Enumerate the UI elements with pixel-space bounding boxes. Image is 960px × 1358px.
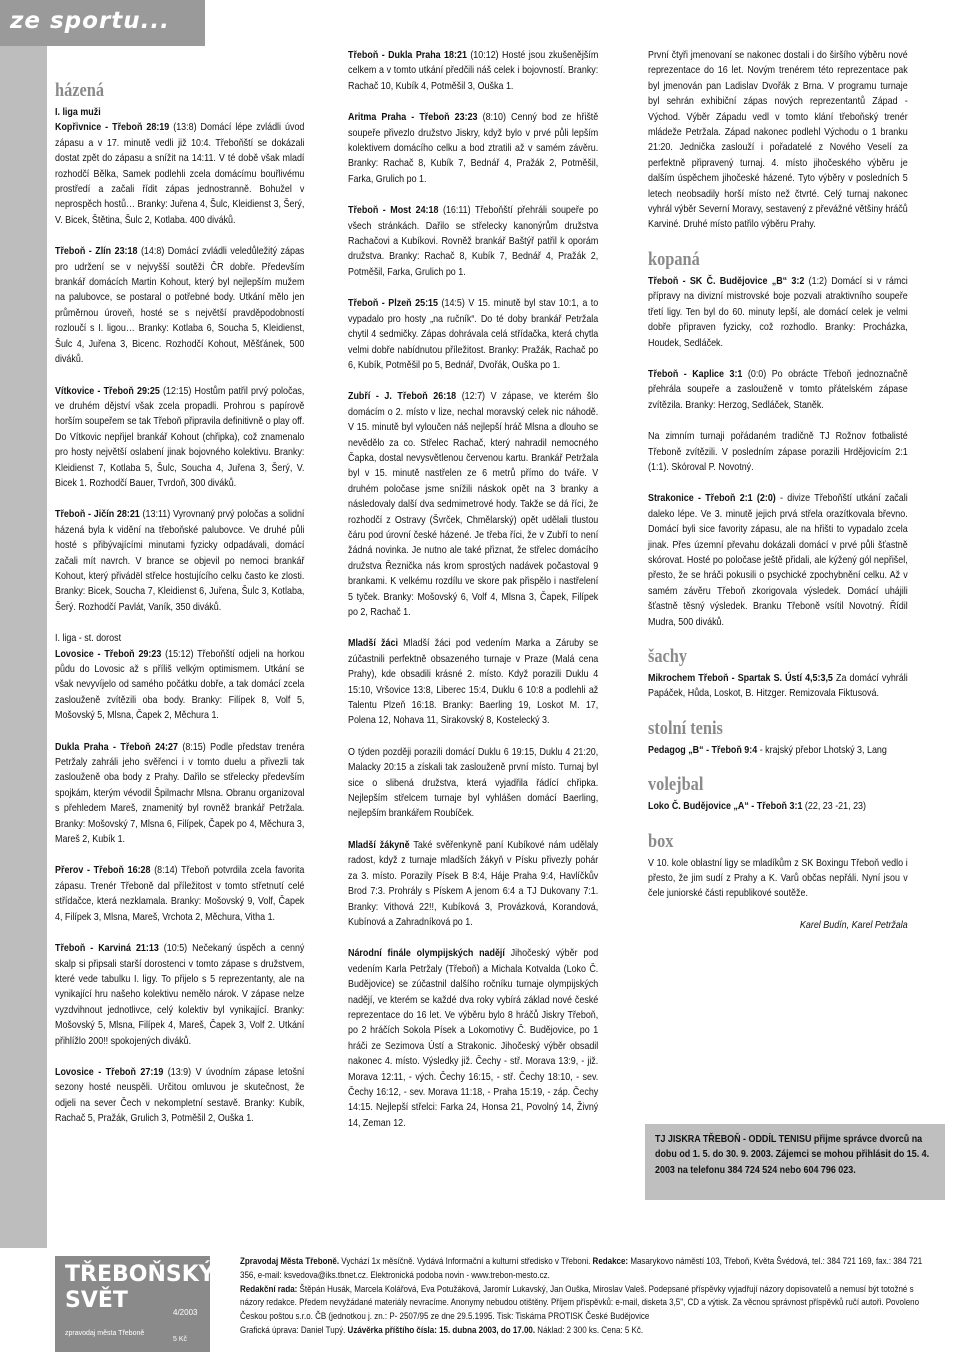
section-heading: stolní tenis <box>648 717 723 739</box>
author-signature: Karel Budín, Karel Petržala <box>799 919 908 931</box>
article-text: (8:10) Cenný bod ze hřiště soupeře přivezlo družstvo Jiskry, když bylo v prvé půli lepším kolektivem domácího celku a bod ztratili až v samém závěru. Branky: Rachač 8, Kubík 7, Bednář 4, Pražák 2, Potměšil, Farka, Grulich po 1. <box>348 112 599 185</box>
article-text: Jihočeský výběr pod vedením Karla Petržaly (Třeboň) a Michala Kotvalda (Loko Č. Budějovice) se zúčastnil dalšího ročníku turnaje olympijských nadějí, ve kterém se každé dva roky vybírá základ nové české reprezentace do 16 let. Ve výběru bylo 8 hráčů Jiskry Třeboň, po 2 hráčích Sokola Písek a Lokomotivy Č. Budějovice, po 1 hráči ze Sezimova Ústí a Strakonic. Jihočeský výběr obsadil nakonec 4. místo. Výsledky již. Čechy - stř. Morava 13:9, - již. Morava 12:11, - vých. Čechy 16:15, - stř. Čechy 18:10, - sev. Čechy 16:12, - sev. Morava 11:18, - Praha 15:19, - záp. Čechy 14:15. Nejlepší střelci: Farka 24, Honsa 21, Povolný 14, Živný 14, Zeman 12. <box>348 948 599 1129</box>
article-paragraph <box>348 389 598 620</box>
article-text: Také svěřenkyně paní Kubíkové nám udělaly radost, když z turnaje mladších žákyň v Písku přivezly pohár za 3. místo. Porazily Písek B 8:4, Háje Praha 9:4, Havlíčkův Brod 7:3. Prohrály s Pískem A jenom 6:4 a TJ Dukovany 7:1. Branky: Vithová 22!!, Kubíková 3, Provázková, Korandová, Kubínová a Zahradníková po 1. <box>348 839 599 928</box>
footer-bold-1: Zpravodaj Města Třeboně. <box>240 1256 340 1266</box>
article-text: (10:5) Nečekaný úspěch a cenný skalp si připsali starší dorostenci v tomto zápase s družstvem, které vede tabulku I. ligy. To přijelo s 5 reprezentanty, ale na vynikající hru našeho kolektivu nemělo nárok. V zápase nelze vyzdvihnout jednotlivce, celý kolektiv byl vynikající. Branky: Mošovský 5, Mlsna, Filípek 4, Mareš, Čapek 3, Volf 2. Utkání přihlížlo 200!! spokojených diváků. <box>55 943 305 1047</box>
article-paragraph <box>348 296 598 373</box>
footer-imprint <box>240 1255 938 1338</box>
article-paragraph <box>648 743 908 758</box>
match-headline: Mladší žáci <box>348 638 398 650</box>
article-paragraph <box>55 863 304 925</box>
section-heading: kopaná <box>648 248 700 270</box>
footer-bold-4: Uzávěrka příštího čísla: 15. dubna 2003, do 17.00. <box>347 1324 536 1335</box>
footer-text-2: Masarykovo náměstí 103, Třeboň, Květa Švédová, tel.: 384 721 169, fax.: 384 721 356, e-mail: ksvedova@iks.tbnet.cz. Elektronická podoba novin - www.trebon-mesto.cz. <box>240 1256 923 1280</box>
article-text: O týden později porazili domácí Duklu 6 19:15, Duklu 4 21:20, Malacky 20:15 a získali tak zaslouženě první místo. Turnaj byl sice o slibená družstva, která vyjadřila řádící chřipka. Nejlepším střelcem turnaje byl vyhlášen domácí Baerling, nejlepším brankářem Roubíček. <box>348 746 599 820</box>
article-paragraph <box>55 244 304 367</box>
footer-text-4: Grafická úprava: Daniel Tupý. <box>240 1324 348 1335</box>
article-paragraph <box>55 941 304 1049</box>
match-headline: Dukla Praha - Třeboň 24:27 <box>55 741 178 753</box>
article-paragraph <box>55 105 304 228</box>
article-paragraph <box>648 48 908 233</box>
logo-issue: 4/2003 <box>173 1308 198 1317</box>
match-headline: Loko Č. Budějovice „A“ - Třeboň 3:1 <box>648 801 803 813</box>
match-headline: Třeboň - Karviná 21:13 <box>55 943 159 955</box>
article-paragraph <box>648 429 908 475</box>
section-heading: házená <box>55 80 105 101</box>
header-bar <box>0 0 205 46</box>
match-headline: Mikrochem Třeboň - Spartak S. Ústí 4,5:3,5 <box>648 673 833 684</box>
footer-bold-3: Redakční rada: <box>240 1283 298 1294</box>
article-paragraph <box>348 203 598 280</box>
article-text: (10:12) Hosté jsou zkušenějším celkem a v tomto utkání předčili náš celek i bojovností. Branky: Rachač 10, Kubík 4, Potměšil 3, Ouška 1. <box>348 50 599 92</box>
article-text: - krajský přebor Lhotský 3, Lang <box>757 744 887 756</box>
match-headline: Lovosice - Třeboň 29:23 <box>55 648 162 660</box>
column-3 <box>648 48 908 933</box>
article-text: (12:7) V zápase, ve kterém šlo domácím o 2. místo v lize, nechal moravský celek nic náhodě. V 15. minutě byl vyloučen náš nejlepší hráč Mlsna a dlouho se nevědělo za co. Střelec Rachač, který nahradil nemocného Čapka, dostal nevysvětlenou červenou kartu. Brankář Petržala byl v 15. minutě nastřelen ze 6 metrů přímo do tváře. V druhém poločase jsme snížili náskok opět na 3 branky a následovaly další dva sedmimetrové hody. Takže se dá říci, že rozhodčí z Ostravy (Švrček, Chmělarský) opět udělali tlustou čáru pod úrovní české házené. Je třeba říci, že v Zubří to není žádná novinka. Je nutno ale také přiznat, že střelec domácího družstva Řeznička nás krom sprostých nadávek počastoval 9 brankami. K velkému rozdílu ve skore pak přispělo i nastřelení 5 tyček. Branky: Mošovský 6, Volf 4, Mlsna 3, Čapek, Filípek po 2, Rachač 1. <box>348 391 599 618</box>
match-headline: Aritma Praha - Třeboň 23:23 <box>348 112 478 124</box>
section-heading: šachy <box>648 646 688 667</box>
article-text: (14:8) Domácí zvládli veledůležitý zápas pro udržení se v nejvyšší soutěži ČR dobře. Především brankář domácích Martin Kohout, který byl nejlepším mužem na palubovce, se postaral o potřebné body. Utkání mělo jen průměrnou úroveň, hosté se s největší pravděpodobností rozloučí s I. ligou… Branky: Kotlaba 6, Soucha 5, Kleidienst, Šulc 4, Juřena 3, Bicenc. Rozhodčí Kohout, Měšťánek, 500 diváků. <box>55 246 305 366</box>
match-headline: Národní finále olympijských nadějí <box>348 948 505 960</box>
newspaper-logo <box>55 1256 215 1352</box>
match-headline: Mladší žákyně <box>348 839 410 851</box>
match-headline: Pedagog „B“ - Třeboň 9:4 <box>648 744 758 756</box>
footer-text-3: Štěpán Husák, Marcela Kolářová, Eva Potužáková, Jaromír Lukavský, Jan Ouška, Miroslav Valeš. Podepsané příspěvky vyjadřují názory dopisovatelů a nemusí být totožné s názory redakce. Předem nevyžádané materiály nevracíme. Anonymy nebudou otištěny. Příjem příspěvků: e-mail, disketa 3,5", CD a výtisk. Za věcnou správnost příspěvků ručí autoři. Povoleno Českou poštou s.r.o. ČB (jednotkou j. zn.: P- 2507/95 ze dne 29.5.1995. Tisk: Tiskárna PROTISK České Budějovice <box>240 1283 920 1322</box>
logo-price: 5 Kč <box>173 1336 188 1343</box>
match-headline: Třeboň - SK Č. Budějovice „B“ 3:2 <box>648 275 805 287</box>
article-text: (14:5) V 15. minutě byl stav 10:1, a to vypadalo pro hosty „na ručník“. Do té doby brankář Petržala chytil 4 sedmičky. Zápas dohrávala celá střídačka, která chytla velmi dobře nabídnutou příležitost. Branky: Pražák, Rachač po 6, Kubík, Potměšil po 5, Bednář, Dvořák, Ouška po 1. <box>348 298 599 371</box>
match-headline: Třeboň - Dukla Praha 18:21 <box>348 50 467 61</box>
article-paragraph <box>55 384 304 492</box>
match-headline: Vítkovice - Třeboň 29:25 <box>55 385 160 397</box>
article-text: (15:12) Třeboňští odjeli na horkou půdu do Lovosic až s příliš velkým optimismem. Utkání se však nevyvíjelo od samého počátku dobře, a tak domácí zcela zaslouženě zvítězili oba body. Branky: Filípek 8, Volf 5, Mošovský 5, Mlsna, Čapek 2, Měchura 1. <box>55 648 305 722</box>
article-paragraph <box>348 636 598 728</box>
article-text: Na zimním turnaji pořádaném tradičně TJ Rožnov fotbalisté Třeboně zvítězili. V posledním zápase porazili Hrdějovicím 2:1 (1:1). Skóroval P. Novotný. <box>648 431 908 473</box>
section-heading: volejbal <box>648 774 704 796</box>
match-headline: Třeboň - Zlín 23:18 <box>55 246 138 258</box>
article-text: (16:11) Třeboňští přehráli soupeře po všech stránkách. Dařilo se střelecky kanonýrům družstva Rachačovi a Kubíkovi. Rovněž brankář Baštýř patřil k oporám družstva. Branky: Rachač 8, Kubík 7, Bednář 4, Pražák 2, Potměšil, Farka, Grulich po 1. <box>348 205 599 278</box>
article-paragraph <box>55 740 304 848</box>
article-text: (13:11) Vyrovnaný prvý poločas a solidní házená byla k vidění na třeboňské palubovce. Ve druhé půli hosté s přibývajícími minutami fyzicky odpadávali, domácí začali mít navrch. V brance se objevil po nemoci brankář Kohout, který přivádël střelce hostujícího celku často ke zlosti. Branky: Bicek, Soucha 7, Kleidienst 6, Juřena, Šulc 3, Kotlaba, Šerý. Rozhodčí Pavlát, Vaník, 350 diváků. <box>55 509 305 613</box>
logo-line1: TŘEBOŇSKÝ <box>65 1262 215 1287</box>
article-paragraph <box>648 671 908 702</box>
match-headline: Kopřivnice - Třeboň 28:19 <box>55 122 170 134</box>
article-paragraph <box>55 1065 304 1127</box>
notice-text: TJ JISKRA TŘEBOŇ - ODDÍL TENISU přijme správce dvorců na dobu od 1. 5. do 30. 9. 2003. Zájemci se mohou přihlásit do 15. 4. 2003 na telefonu 384 724 524 nebo 604 796 023. <box>655 1134 930 1176</box>
match-headline: Třeboň - Most 24:18 <box>348 205 439 217</box>
article-text: Mladší žáci pod vedením Marka a Záruby se zúčastnili perfektně obsazeného turnaje v Praze (Malá cena Prahy), kde obsadili krásné 2. místo. Když porazili Duklu 4 15:10, Vršovice 13:8, Liberec 15:4, Duklu 6 10:8 a podlehli až Talentu Plzeň 16:18. Branky: Baerling 19, Loskot M. 17, Polena 12, Nohava 11, Sirakovský 8, Kostelecký 3. <box>348 638 599 727</box>
article-text: První čtyři jmenovaní se nakonec dostali i do širšího výběru nové reprezentace do 16 let. Novým trenérem této reprezentace pak byl jmenován pan Ladislav Dvořák z Brna. V programu turnaje byl sehrán exhibiční zápas nových reprezentantů Západ - Východ. Výběr Západu vedl v tomto klání třeboňský trenér mládeže Petržala. Západ nakonec podlehl Východu o 1 branku 21:20. Jednička zaslouží i pořadatelé z Nového Veselí za perfektně připravený turnaj. 4. místo jihočeského výběru je dalším úspěchem jihočeské házené. Tyto výběry v posledních 5 letech neobsadily horší místo než čtvrté. Celý turnaj nakonec vyhrál výběr Severní Moravy, sestavený z převážné většiny hráčů Karviné. Druhé místo patřilo výběru Prahy. <box>648 50 908 231</box>
match-headline: Třeboň - Jičín 28:21 <box>55 509 140 521</box>
column-2 <box>348 48 598 1147</box>
article-text: (13:9) V úvodním zápase letošní sezony hosté neuspěli. Určitou omluvou je skutečnost, že odjeli na sever Čech v nekompletní sestavě. Branky: Kubík, Rachač 5, Pražák, Grulich 3, Potměšil 2, Ouška 1. <box>55 1066 305 1125</box>
footer-text-5: Náklad: 2 300 ks. Cena: 5 Kč. <box>535 1324 644 1335</box>
article-paragraph <box>648 856 908 902</box>
article-paragraph <box>348 838 598 930</box>
article-text: (8:15) Podle představ trenéra Petržaly zahráli jeho svěřenci i v tomto duelu a přivezli tak zaslouženě oba body z Prahy. Dařilo se střelecky především spojkám, kterým vévodil Špilmachr Mlsna. Obranu organizoval s přehledem Mareš, znamenitý byl rovněž brankář Petržala. Branky: Mošovský 7, Mlsna 6, Filípek, Čapek po 4, Měchura 3, Mareš 2, Kubík 1. <box>55 741 305 846</box>
article-paragraph <box>648 491 908 630</box>
article-paragraph <box>348 110 598 187</box>
article-paragraph <box>348 745 598 822</box>
match-headline: I. liga muži <box>55 107 101 118</box>
match-headline: Zubří - J. Třeboň 26:18 <box>348 391 457 403</box>
section-heading: box <box>648 830 674 852</box>
article-text: (13:8) Domácí lépe zvládli úvod zápasu a v 17. minutě vedli již 10:4. Třeboňští se dokázali dostat zpět do zápasu a snížit na 14:11. V té době však mladí rozhodčí Bělka, Samek podlehli zcela domácímu bouřlivému prostředí a začali řídit zápas jednostranně. Bohužel v neprospěch hostů… Branky: Juřena 4, Šulc, Kleidienst 3, Šerý, V. Bicek, Štětina, Šulc 2, Kotlaba. 400 diváků. <box>55 122 305 226</box>
article-paragraph <box>648 367 908 413</box>
section-title: ze sportu... <box>10 8 170 34</box>
match-headline: Strakonice - Třeboň 2:1 (2:0) <box>648 493 776 505</box>
match-headline: Třeboň - Kaplice 3:1 <box>648 368 743 380</box>
article-paragraph <box>348 946 598 1131</box>
article-text: (0:0) Po obrácte Třeboň jednoznačně přehrála soupeře a zaslouženě v tomto přátelském zápase zvítězila. Branky: Herzog, Sedláček, Staněk. <box>648 368 908 411</box>
match-headline: Třeboň - Plzeň 25:15 <box>348 298 438 310</box>
column-1 <box>55 80 304 1143</box>
article-text: - divize Třeboňští utkání začali daleko lépe. Ve 3. minutě jejich prvá střela orazítkovala břevno. Domácí byli sice favority zápasu, ale na hřišti to vypadalo zcela jinak. Přes územní převahu dokázali domácí v prvé půli šťastně skórovat. Hosté po poločase ještě přidali, ale kýžený gól nepřišel, přesto, že se hráči pokusili o psychické zpochybnění celku. Až v samém závěru Třeboň zkorigovala výsledek. Domácí uhájili šťastně těsný výsledek. Branku Třeboně vsítil Novotný. Řídil Mudra, 500 diváků. <box>648 493 908 628</box>
article-text: Za domácí vyhráli Papáček, Hůda, Loskot, B. Hitzger. Remizovala Fiktusová. <box>648 673 908 700</box>
article-paragraph <box>55 507 304 615</box>
article-paragraph <box>348 48 598 94</box>
match-headline: Přerov - Třeboň 16:28 <box>55 865 151 877</box>
sidebar-strip <box>0 46 47 1248</box>
tennis-notice <box>645 1124 945 1200</box>
article-text: (1:2) Domácí si v rámci přípravy na divizní mistrovské boje pozvali atraktivního soupeře třetí ligy. Ten byl do 60. minuty lepší, ale domácí celek je velmi dobře připraven fyzicky, což rozhodlo. Branky: Procházka, Houdek, Sedláček. <box>648 275 908 349</box>
logo-tagline: zpravodaj města Třeboně <box>65 1330 145 1337</box>
logo-line2: SVĚT <box>65 1288 128 1313</box>
article-paragraph <box>648 274 908 351</box>
match-headline: Lovosice - Třeboň 27:19 <box>55 1066 164 1078</box>
article-text: (22, 23 -21, 23) <box>802 801 867 813</box>
article-text: (12:15) Hostům patřil prvý poločas, ve druhém dějství však zcela propadli. Prohrou s papírově horším soupeřem se tak Třeboň připravila definitivně o play off. Do Vítkovic nepřijel brankář Kohout (chřipka), což znamenalo pro hosty největší oslabení jinak bojovného kolektivu. Branky: Kleidienst 7, Kotlaba 5, Šulc, Soucha 4, Juřena 3, Šerý, V. Bicek 1. Rozhodčí Bauer, Tvrdoň, 300 diváků. <box>55 385 305 489</box>
article-text: (8:14) Třeboň potvrdila zcela favorita zápasu. Trenér Třeboně dal příležitost v tomto střetnutí celé střídačce, která nezklamala. Branky: Mošovský 9, Volf, Čapek 4, Filípek 3, Mlsna, Mareš, Vrchota 2, Měchura, Vitha 1. <box>55 865 305 923</box>
footer-text-1: Vychází 1x měsíčně. Vydává Informační a kulturní středisko v Třeboni. <box>339 1256 593 1266</box>
article-paragraph <box>648 799 908 814</box>
article-text: V 10. kole oblastní ligy se mladíkům z SK Boxingu Třeboň vedlo i přesto, že jim sudí z Prahy a K. Varů občas nepřáli. Nyní jsou v čele juniorské části republikové soutěže. <box>648 857 908 900</box>
league-label: I. liga - st. dorost <box>55 633 122 645</box>
footer-bold-2: Redakce: <box>592 1256 629 1266</box>
article-paragraph <box>55 631 304 723</box>
